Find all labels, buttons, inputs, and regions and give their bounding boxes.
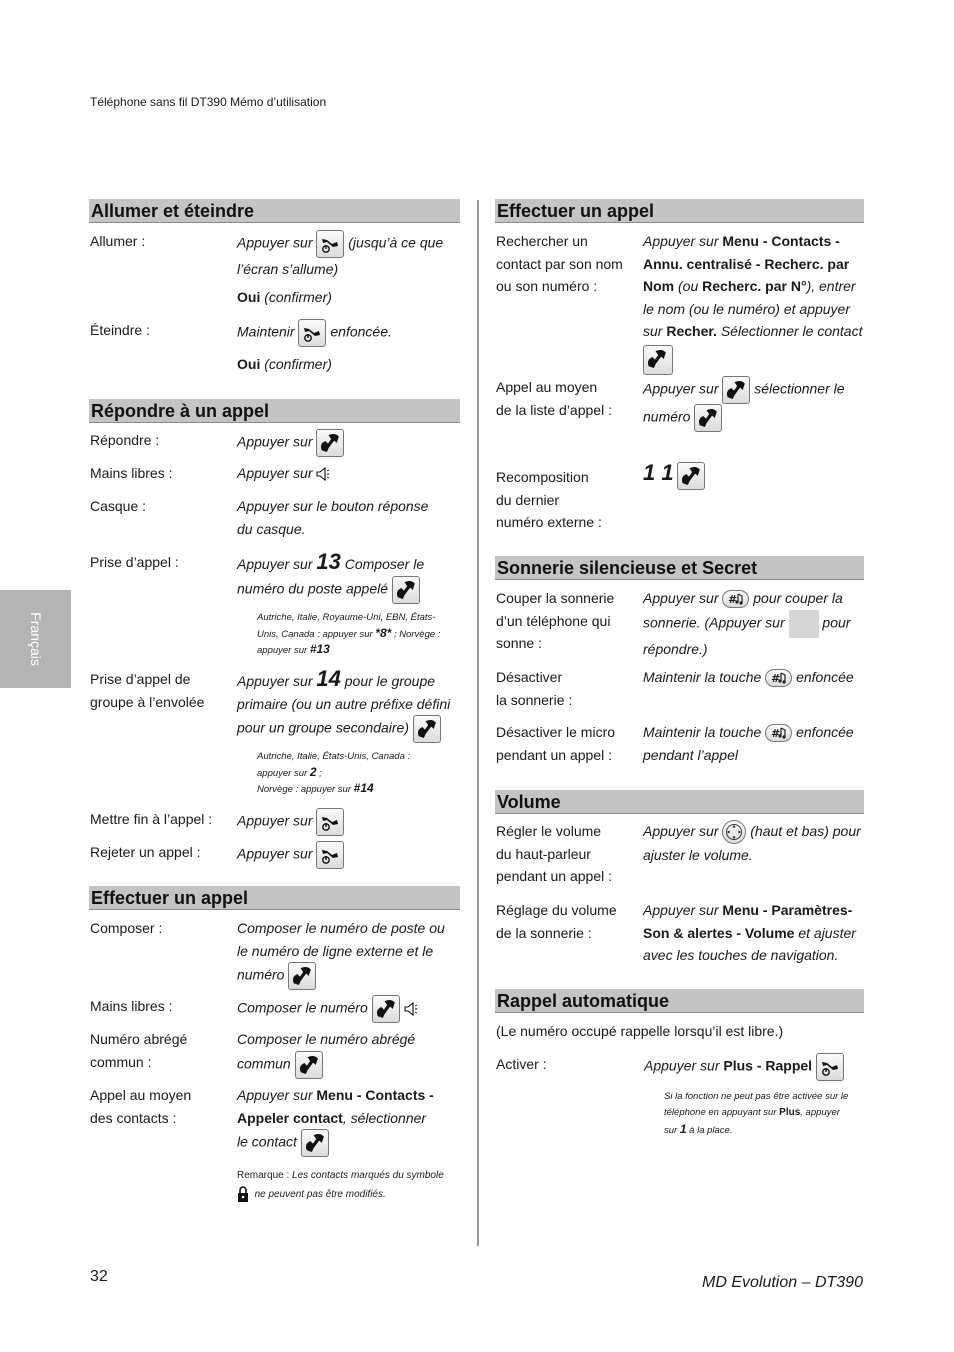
text: à la place. [689,1125,733,1136]
section-title-power: Allumer et éteindre [89,199,460,223]
text: commun [237,1055,291,1072]
call-key-icon [677,462,705,490]
text: la sonnerie : [496,691,573,708]
text: (jusqu’à ce que [348,234,444,251]
label-handsfree: Mains libres : [90,465,173,481]
text: l’écran s’allume) [237,261,339,277]
menu-path: Menu - Paramètres- [722,902,853,918]
desc-power-off [237,319,392,347]
desc-mute-mic [643,721,854,766]
text: (haut et bas) pour [750,823,861,839]
text: Appuyer sur [643,380,719,397]
label-group-pickup [90,668,204,713]
label-end-call: Mettre fin à l’appel : [90,811,213,827]
hash-key-icon [765,724,792,742]
menu-path: Menu - Contacts - [316,1087,434,1103]
menu-path: Plus - Rappel [723,1057,813,1074]
label-call-list [496,376,612,421]
page-header: Téléphone sans fil DT390 Mémo d’utilisation [90,95,327,109]
label-power-off: Éteindre : [90,322,150,338]
text: Appuyer sur [644,1057,720,1074]
text: Appuyer sur [643,823,719,839]
note-call-pickup [257,610,462,659]
text: numéro du poste appelé [237,580,388,597]
code: #14 [353,781,374,795]
call-key-icon [392,576,420,604]
text: Appuyer sur [643,902,719,918]
text: Maintenir [237,323,295,340]
side-tab-label: Français [27,612,44,666]
desc-search-contact [643,230,865,343]
text: appuyer sur [257,767,308,779]
code: #13 [309,642,330,656]
end-key-icon [316,841,344,869]
text: Appuyer sur le bouton réponse [237,498,429,514]
text: sur [643,323,663,340]
speaker-icon [316,467,330,481]
text: de la sonnerie : [496,924,592,941]
call-key-icon [316,429,344,457]
label-dial-handsfree: Mains libres : [90,998,173,1014]
text: Appuyer sur [237,1087,313,1103]
label-activate: Activer : [496,1056,547,1072]
text: ne peuvent pas être modifiés. [254,1189,386,1200]
call-key-icon [643,345,673,375]
call-key-icon [413,715,441,743]
menu-path: Recherc. par N° [702,278,807,295]
hash-key-icon [765,669,792,687]
navigation-key-icon [722,820,746,844]
text: Appel au moyen [90,1087,192,1103]
note-auto-callback [664,1089,864,1139]
page-number: 32 [90,1268,108,1285]
text: contact par son nom [496,255,623,272]
label-headset: Casque : [90,498,147,514]
text: ; Norvège : [393,628,441,640]
remark-contacts [237,1166,462,1204]
text: Réglage du volume [496,902,617,918]
desc-call-contacts [237,1084,462,1157]
hash-key-icon [722,590,749,608]
label-speed-dial [90,1028,187,1073]
end-key-icon [298,319,326,347]
text: pour couper la [753,590,843,606]
text: Appuyer sur [237,673,313,689]
desc-end-call [237,808,344,836]
label-speaker-volume [496,820,612,888]
blank-key-icon [789,610,819,638]
text: Remarque : [237,1170,290,1181]
text: appuyer sur [257,645,308,656]
text: Appuyer sur [237,234,313,251]
speaker-icon [404,1002,418,1016]
label-mute-mic [496,721,615,766]
text: Si la fonction ne peut pas être activée sur le [664,1091,849,1102]
text: pendant un appel : [496,868,612,885]
text: sur [664,1125,678,1136]
menu-path: Recher. [666,323,717,340]
text: numéro externe : [496,514,602,531]
desc-redial [643,462,705,490]
text: groupe à l’envolée [90,693,205,710]
section-title-make-call-left: Effectuer un appel [89,886,460,910]
section-title-make-call-right: Effectuer un appel [495,199,864,223]
lock-icon [237,1186,249,1202]
text: Désactiver [496,669,563,685]
end-key-icon [316,230,344,258]
text: numéro [237,966,285,983]
desc-speed-dial [237,1028,415,1079]
text: pendant l’appel [643,746,738,763]
desc-power-on [237,230,462,281]
text: (ou [678,278,699,295]
desc-activate [644,1053,844,1081]
call-key-icon [288,962,316,990]
text: Appuyer sur [237,433,313,450]
text: Appuyer sur [643,590,719,606]
text: enfoncée [796,724,854,740]
section-title-silent: Sonnerie silencieuse et Secret [495,556,864,580]
call-key-icon [372,995,400,1023]
call-key-icon [694,404,722,432]
label-power-on: Allumer : [90,233,146,249]
note-group-pickup [257,749,462,798]
text: ; [319,767,322,779]
label-call-contacts [90,1084,191,1129]
footer-product: MD Evolution – DT390 [702,1274,863,1291]
text: Plus [779,1107,801,1118]
code: 2 [309,764,317,779]
text: Régler le volume [496,823,602,839]
desc-dial [237,917,462,990]
text: Couper la sonnerie [496,590,615,606]
text: sonnerie. (Appuyer sur [643,614,785,631]
text: Appel au moyen [496,379,598,395]
call-key-icon [301,1129,329,1157]
text: Composer le numéro abrégé [237,1031,416,1047]
text: répondre.) [643,640,708,657]
desc-group-pickup [237,668,462,743]
text: Appuyer sur [237,845,313,862]
text: et ajuster [798,924,856,941]
text: sonne : [496,635,542,652]
text: de la liste d’appel : [496,401,612,418]
menu-path: Annu. centralisé - Recherc. par [643,255,850,272]
text: Numéro abrégé [90,1031,188,1047]
text: le numéro de ligne externe et le [237,942,434,959]
end-key-icon [816,1053,844,1081]
text: le nom (ou le numéro) et appuyer [643,300,850,317]
text: Norvège : appuyer sur [257,784,351,795]
label-redial [496,466,602,534]
desc-mute-ring [643,587,865,660]
auto-callback-intro: (Le numéro occupé rappelle lorsqu’il est libre.) [496,1023,784,1039]
desc-power-on-confirm [237,286,332,309]
text: Autriche, Italie, États-Unis, Canada : [257,751,411,762]
desc-power-off-confirm [237,353,332,376]
text: Appuyer sur [237,812,313,829]
text: , sélectionner [342,1109,427,1126]
text: ajuster le volume. [643,847,753,864]
text: Appuyer sur [643,233,719,249]
desc-dial-handsfree [237,995,418,1023]
text: Recomposition [496,469,589,485]
label-disable-ring [496,666,572,711]
label-answer: Répondre : [90,432,160,448]
call-key-icon [722,376,750,404]
desc-answer [237,429,344,457]
text: avec les touches de navigation. [643,947,839,964]
text: Unis, Canada : appuyer sur [257,628,373,640]
code: 1 [679,1122,687,1136]
text: le contact [237,1133,297,1150]
desc-headset [237,495,428,540]
menu-path: Menu - Contacts - [722,233,840,249]
text: Oui [237,356,261,372]
text: Appuyer sur [237,556,313,572]
section-title-auto-callback: Rappel automatique [495,989,864,1013]
text: (confirmer) [264,356,332,372]
label-mute-ring [496,587,614,655]
section-title-volume: Volume [495,790,864,814]
text: pour le groupe [344,673,436,689]
text: Appuyer sur [237,465,313,481]
label-reject-call: Rejeter un appel : [90,844,201,860]
desc-call-pickup [237,551,462,604]
code: *8* [375,625,392,640]
label-dial: Composer : [90,920,163,936]
call-key-icon [295,1051,323,1079]
text: pendant un appel : [496,746,612,763]
text: Maintenir la touche [643,724,762,740]
label-search-contact [496,230,623,298]
code: 13 [316,549,341,574]
section-title-answer: Répondre à un appel [89,399,460,423]
text: sélectionner le [754,380,845,397]
text: Oui [237,289,261,305]
text: pour un groupe secondaire) [237,719,410,736]
text: enfoncée. [330,323,392,340]
text: Composer le [344,556,425,572]
menu-path: Nom [643,278,675,295]
desc-reject-call [237,841,344,869]
language-side-tab [0,590,71,688]
text: (confirmer) [264,289,332,305]
text: enfoncée [796,669,854,685]
text: des contacts : [90,1109,177,1126]
text: Les contacts marqués du symbole [292,1170,444,1181]
desc-call-list [643,376,865,432]
code: 14 [316,666,341,691]
desc-handsfree [237,462,330,485]
menu-path: Appeler contact [237,1109,343,1126]
text: Prise d’appel de [90,671,191,687]
text: , appuyer [800,1107,840,1118]
text: commun : [90,1053,152,1070]
end-key-icon [316,808,344,836]
text: ou son numéro : [496,278,598,295]
text: primaire (ou un autre préfixe défini [237,695,451,712]
code: 1 1 [643,460,674,485]
text: du casque. [237,520,306,537]
label-call-pickup: Prise d’appel : [90,554,179,570]
text: d’un téléphone qui [496,612,611,629]
text: ), entrer [806,278,856,295]
text: Composer le numéro [237,999,368,1016]
text: Rechercher un [496,233,588,249]
text: Maintenir la touche [643,669,762,685]
label-ring-volume [496,899,617,944]
desc-speaker-volume [643,820,865,867]
text: Sélectionner le contact [720,323,863,340]
text: pour [822,614,851,631]
text: Composer le numéro de poste ou [237,920,445,936]
text: numéro [643,408,691,425]
desc-ring-volume [643,899,865,967]
text: du haut-parleur [496,845,591,862]
column-divider [477,200,479,1246]
text: du dernier [496,491,560,508]
text: Autriche, Italie, Royaume-Uni, EBN, États- [257,612,436,623]
text: Désactiver le micro [496,724,616,740]
desc-disable-ring [643,666,854,689]
text: téléphone en appuyant sur [664,1107,777,1118]
menu-path: Son & alertes - Volume [643,924,795,941]
